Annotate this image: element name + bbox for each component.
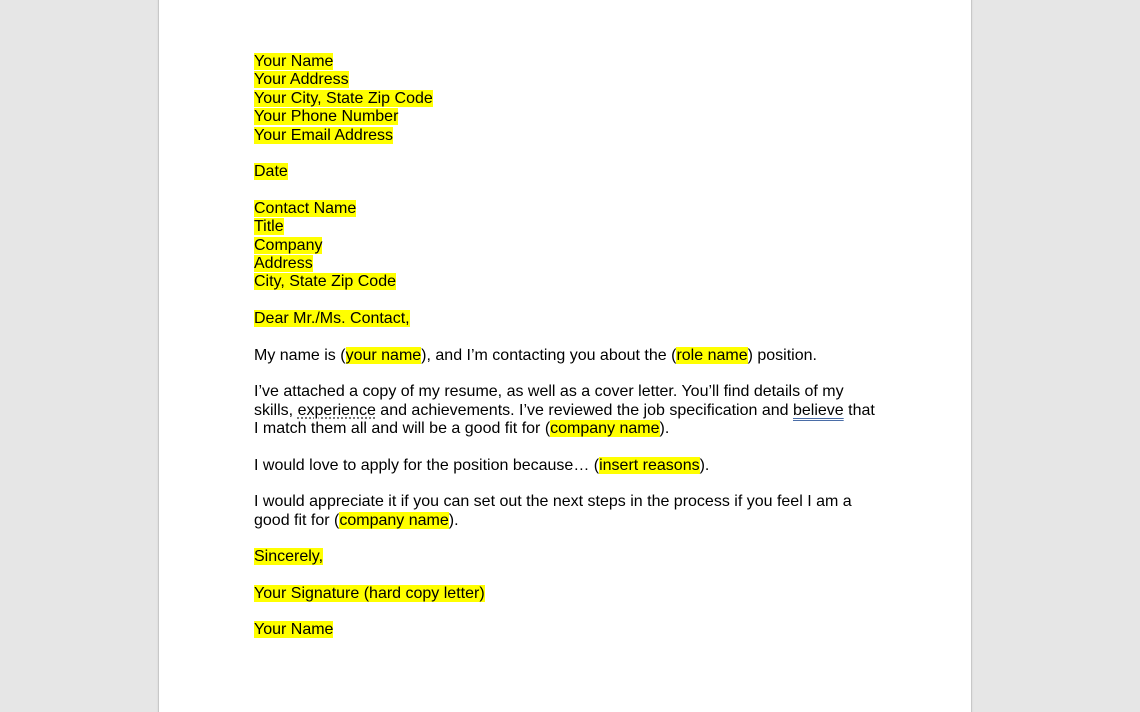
recipient-block — [254, 200, 884, 292]
recipient-company: Company — [254, 236, 323, 254]
grammar-flag-experience[interactable]: experience — [297, 401, 376, 419]
recipient-city-state-zip: City, State Zip Code — [254, 273, 396, 291]
closing: Sincerely, — [254, 548, 324, 566]
date-block — [254, 163, 884, 181]
paragraph-reasons — [254, 457, 884, 475]
placeholder-role-name: role name — [676, 346, 748, 364]
sender-city-state-zip: Your City, State Zip Code — [254, 89, 433, 107]
placeholder-company-name: company name — [550, 420, 660, 438]
reasons-text-1: I would love to apply for the position because… ( — [254, 456, 600, 474]
salutation: Dear Mr./Ms. Contact, — [254, 310, 410, 328]
document-page[interactable] — [158, 0, 972, 712]
sender-block — [254, 53, 884, 145]
grammar-flag-believe[interactable]: believe — [792, 401, 844, 419]
attachments-text-2e: that — [843, 401, 875, 419]
recipient-address: Address — [254, 255, 313, 273]
recipient-contact-name: Contact Name — [254, 199, 357, 217]
placeholder-your-name: your name — [345, 346, 422, 364]
signature-block — [254, 585, 884, 603]
reasons-text-2: ). — [699, 456, 710, 474]
attachments-text-3a: I match them all and will be a good fit for ( — [254, 420, 551, 438]
salutation-block — [254, 310, 884, 328]
sender-phone: Your Phone Number — [254, 108, 399, 126]
placeholder-company-name-2: company name — [339, 511, 449, 529]
paragraph-attachments — [254, 383, 884, 438]
next-steps-text-2c: ). — [448, 511, 459, 529]
next-steps-line-1: I would appreciate it if you can set out the next steps in the process if you feel I am a — [254, 493, 852, 511]
placeholder-insert-reasons: insert reasons — [599, 456, 700, 474]
sender-address: Your Address — [254, 71, 349, 89]
intro-text-1: My name is ( — [254, 346, 346, 364]
signoff-name-block — [254, 621, 884, 639]
intro-text-3: ) position. — [747, 346, 817, 364]
recipient-title: Title — [254, 218, 284, 236]
letter-body[interactable] — [254, 53, 884, 658]
signoff-name: Your Name — [254, 621, 334, 639]
paragraph-intro — [254, 347, 884, 365]
attachments-text-2c: and achievements. I’ve reviewed the job specification and — [375, 401, 793, 419]
sender-name: Your Name — [254, 53, 334, 70]
attachments-text-3c: ). — [659, 420, 670, 438]
letter-date: Date — [254, 163, 288, 181]
attachments-text-2a: skills, — [254, 401, 298, 419]
signature-placeholder: Your Signature (hard copy letter) — [254, 584, 485, 602]
sender-email: Your Email Address — [254, 126, 394, 144]
attachments-line-1: I’ve attached a copy of my resume, as well as a cover letter. You’ll find details of my — [254, 383, 844, 401]
next-steps-text-2a: good fit for ( — [254, 511, 340, 529]
intro-text-2: ), and I’m contacting you about the ( — [421, 346, 677, 364]
paragraph-next-steps — [254, 493, 884, 530]
closing-block — [254, 548, 884, 566]
